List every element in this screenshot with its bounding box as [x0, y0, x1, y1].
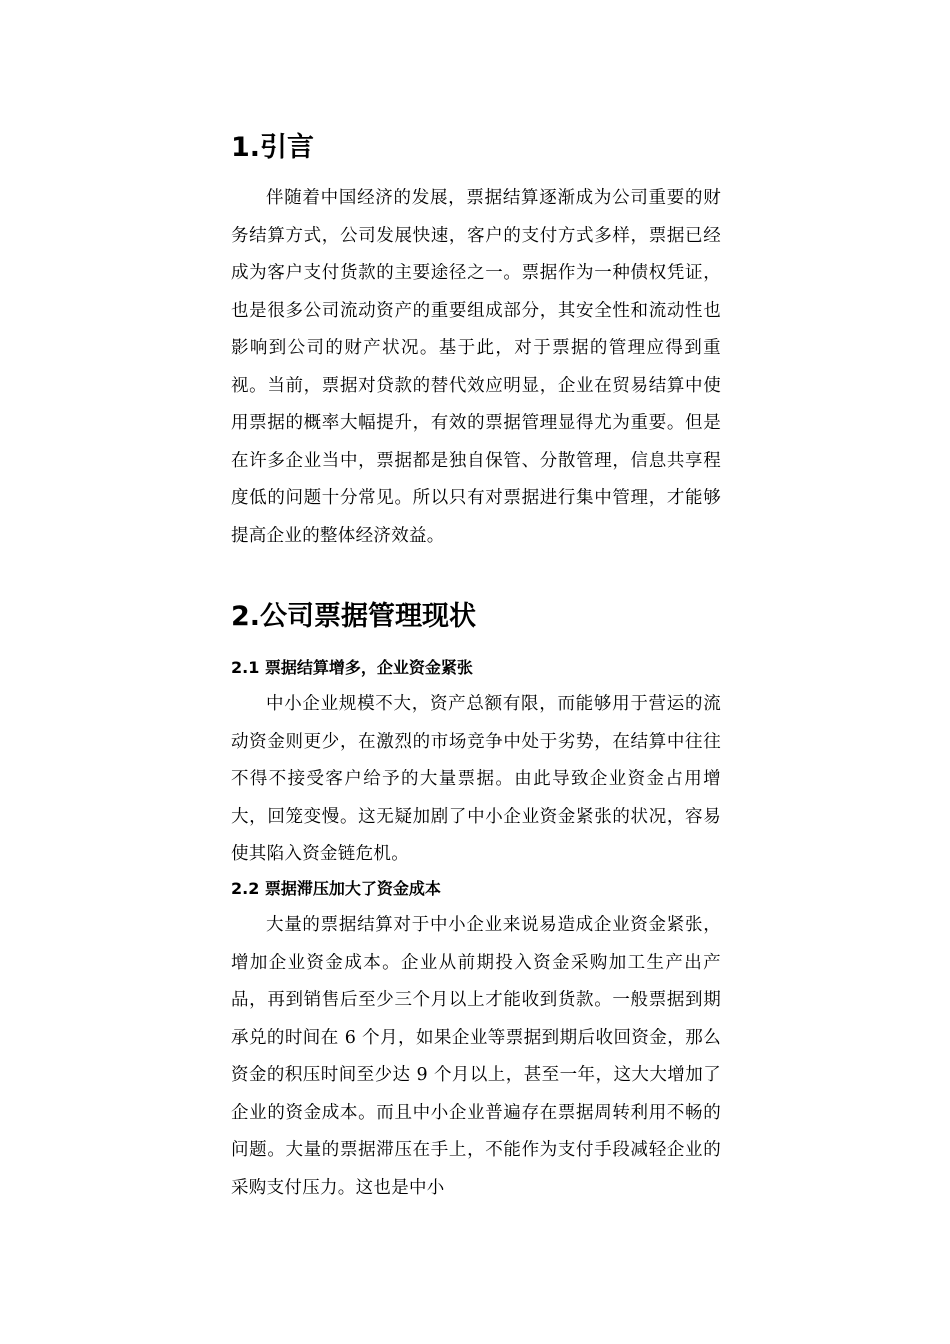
- subsection-2-2-paragraph: 大量的票据结算对于中小企业来说易造成企业资金紧张，增加企业资金成本。企业从前期投入资金采购加工生产出产品，再到销售后至少三个月以上才能收到货款。一般票据到期承兑的时间在 6 个月，如果企业等票据到期后收回资金，那么资金的积压时间至少达 9 个月以上，甚至一年，这大大增加了企业的资金成本。而且中小企业普遍存在票据周转利用不畅的问题。大量的票据滞压在手上，不能作为支付手段减轻企业的采购支付压力。这也是中小: [231, 915, 721, 1198]
- subsection-2-1-heading: 2.1 票据结算增多，企业资金紧张: [231, 658, 473, 677]
- subsection-2-2-heading: 2.2 票据滞压加大了资金成本: [231, 879, 441, 898]
- section-2-heading: 2.公司票据管理现状: [231, 601, 477, 632]
- subsection-2-1-paragraph: 中小企业规模不大，资产总额有限，而能够用于营运的流动资金则更少，在激烈的市场竞争中处于劣势，在结算中往往不得不接受客户给予的大量票据。由此导致企业资金占用增大，回笼变慢。这无疑加剧了中小企业资金紧张的状况，容易使其陷入资金链危机。: [231, 694, 721, 864]
- section-1-heading: 1.引言: [231, 132, 315, 163]
- section-1-paragraph: 伴随着中国经济的发展，票据结算逐渐成为公司重要的财务结算方式，公司发展快速，客户的支付方式多样，票据已经成为客户支付货款的主要途径之一。票据作为一种债权凭证，也是很多公司流动资产的重要组成部分，其安全性和流动性也影响到公司的财产状况。基于此，对于票据的管理应得到重视。当前，票据对贷款的替代效应明显，企业在贸易结算中使用票据的概率大幅提升，有效的票据管理显得尤为重要。但是在许多企业当中，票据都是独自保管、分散管理，信息共享程度低的问题十分常见。所以只有对票据进行集中管理，才能够提高企业的整体经济效益。: [231, 188, 721, 546]
